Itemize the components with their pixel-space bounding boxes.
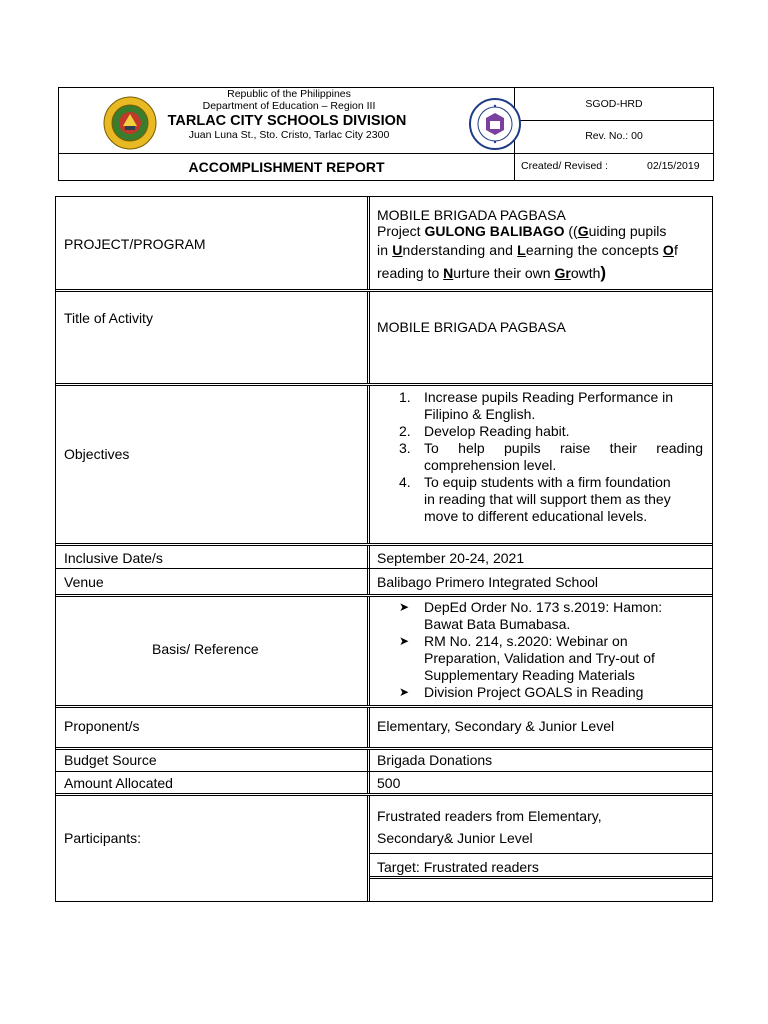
proponent-value: Elementary, Secondary & Junior Level <box>377 718 615 734</box>
objective-item: 1. Increase pupils Reading Performance in Filipino & English. <box>399 389 674 422</box>
participants-target: Target: Frustrated readers <box>377 859 539 875</box>
deped-seal-icon <box>469 98 521 150</box>
project-title-line: MOBILE BRIGADA PAGBASA <box>377 207 566 223</box>
created-date: 02/15/2019 <box>647 160 700 172</box>
inclusive-dates-label: Inclusive Date/s <box>64 550 163 566</box>
budget-source-value: Brigada Donations <box>377 752 493 768</box>
participants-value: Frustrated readers from Elementary, Secondary& Junior Level <box>377 808 602 846</box>
objective-item: 4. To equip students with a firm foundation in reading that will support them as they move to different educational levels. <box>399 474 671 524</box>
created-label: Created/ Revised : <box>521 160 608 172</box>
project-acronym-line-3: reading to Nurture their own Growth) <box>377 263 607 282</box>
division-name: TARLAC CITY SCHOOLS DIVISION <box>167 113 407 129</box>
objective-item: 3. To help pupils raise their reading comprehension level. <box>399 440 703 473</box>
republic-text: Republic of the Philippines <box>227 88 351 100</box>
participants-label: Participants: <box>64 830 142 846</box>
revision-number: Rev. No.: 00 <box>585 130 643 142</box>
form-code: SGOD-HRD <box>585 98 643 110</box>
department-text: Department of Education – Region III <box>202 100 376 112</box>
objectives-list <box>377 389 703 525</box>
project-program-label: PROJECT/PROGRAM <box>64 236 206 252</box>
project-acronym-line-2: in Understanding and Learning the concepts Of <box>377 242 678 258</box>
project-name-line: Project GULONG BALIBAGO ((Guiding pupils <box>377 223 667 239</box>
venue-label: Venue <box>64 574 104 590</box>
objectives-label: Objectives <box>64 446 130 462</box>
basis-reference-list <box>377 599 707 701</box>
reference-item: ➤ Division Project GOALS in Reading <box>399 684 644 700</box>
objective-item: 2. Develop Reading habit. <box>399 423 570 439</box>
budget-source-label: Budget Source <box>64 752 157 768</box>
reference-item: ➤ RM No. 214, s.2020: Webinar on Preparation, Validation and Try-out of Supplementary Reading Materials <box>399 633 655 683</box>
title-of-activity-value: MOBILE BRIGADA PAGBASA <box>377 319 566 335</box>
document-header <box>58 87 714 181</box>
inclusive-dates-value: September 20-24, 2021 <box>377 550 525 566</box>
proponent-label: Proponent/s <box>64 718 140 734</box>
amount-allocated-value: 500 <box>377 775 401 791</box>
division-address: Juan Luna St., Sto. Cristo, Tarlac City 2300 <box>188 129 390 141</box>
reference-item: ➤ DepEd Order No. 173 s.2019: Hamon: Bawat Bata Bumabasa. <box>399 599 663 632</box>
venue-value: Balibago Primero Integrated School <box>377 574 599 590</box>
report-title: ACCOMPLISHMENT REPORT <box>188 159 385 175</box>
title-of-activity-label: Title of Activity <box>64 310 153 326</box>
amount-allocated-label: Amount Allocated <box>64 775 173 791</box>
accomplishment-table <box>55 196 713 902</box>
basis-reference-label: Basis/ Reference <box>152 641 259 657</box>
